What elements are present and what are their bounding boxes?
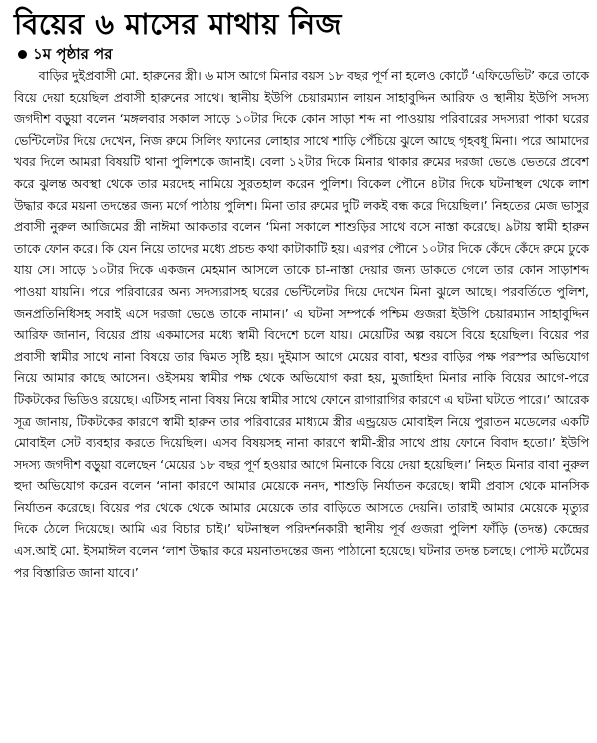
continuation-marker [18,43,589,65]
article-body: বাড়ির দুইপ্রবাসী মো. হারুনের স্ত্রী। ৬ মাস আগে মিনার বয়স ১৮ বছর পূর্ণ না হলেও কোর্টে ‘এফিডেভিট’ করে তাকে বিয়ে দেয়া হয়েছিল প্রবাসী হারুনের সাথে। স্থানীয় ইউপি চেয়ারম্যান লায়ন সাহাবুদ্দিন আরিফ ও স্থানীয় ইউপি সদস্য জগদীশ বড়ুয়া বলেন ‘মঙ্গলবার সকাল সাড়ে ১০টার দিকে কোন সাড়া শব্দ না পাওয়ায় পরিবারের সদস্যরা পাকা ঘরের ভেন্টিলেটর দিয়ে দেখেন, নিজ রুমে সিলিং ফ্যানের লোহার সাথে শাড়ি পেঁচিয়ে ঝুলে আছে গৃহবধূ মিনা। পরে আমাদের খবর দিলে আমরা বিষয়টি থানা পুলিশকে জানাই। বেলা ১২টার দিকে মিনার থাকার রুমের দরজা ভেঙে ভেতরে প্রবেশ করে ঝুলন্ত অবস্থা থেকে তার মরদেহ নামিয়ে সুরতহাল করেন পুলিশ। বিকেল পৌনে ৪টার দিকে ঘটনাস্থল থেকে লাশ উদ্ধার করে ময়না তদন্তের জন্য মর্গে পাঠায় পুলিশ। মিনা তার রুমের দুটি লকই বন্ধ করে দিয়েছিল।’ নিহতের মেজ ভাসুর প্রবাসী নুরুল আজিমের স্ত্রী নাঈমা আকতার বলেন ‘মিনা সকালে শাশুড়ির সাথে বসে নাস্তা করেছে। ৯টায় স্বামী হারুন তাকে ফোন করে। কি যেন নিয়ে তাদের মধ্যে প্রচন্ড কথা কাটাকাটি হয়। এরপর পৌনে ১০টার দিকে কেঁদে কেঁদে রুমে ঢুকে যায় সে। সাড়ে ১০টার দিকে একজন মেহমান আসলে তাকে চা-নাস্তা দেয়ার জন্য ডাকতে গেলে তার কোন সাড়াশব্দ পাওয়া যায়নি। পরে পরিবারের অন্য সদস্যরাসহ ঘরের ভেন্টিলেটর দিয়ে দেখেন মিনা ঝুলে আছে। পরবর্তিতে পুলিশ, জনপ্রতিনিধিসহ সবাই এসে দরজা ভেঙে তাকে নামান।’ এ ঘটনা সম্পর্কে পশ্চিম গুজরা ইউপি চেয়ারম্যান সাহাবুদ্দিন আরিফ জানান, বিয়ের প্রায় একমাসের মধ্যে স্বামী বিদেশে চলে যায়। মেয়েটির অল্প বয়সে বিয়ে হয়েছিল। বিয়ের পর প্রবাসী স্বামীর সাথে নানা বিষয়ে তার দ্বিমত সৃষ্টি হয়। দুইমাস আগে মেয়ের বাবা, শ্বশুর বাড়ির পক্ষ পরস্পর অভিযোগ নিয়ে আমার কাছে আসেন। ওইসময় স্বামীর পক্ষ থেকে অভিযোগ করা হয়, মুজাহিদা মিনার নাকি বিয়ের আগে-পরে টিকটকের ভিডিও রয়েছে। এটিসহ নানা বিষয় নিয়ে স্বামীর সাথে ফোনে রাগারাগির কারণে এ ঘটনা ঘটতে পারে।’ আরেক সূত্র জানায়, টিকটকের কারণে স্বামী হারুন তার পরিবারের মাধ্যমে স্ত্রীর এন্ড্রয়েড মোবাইল নিয়ে পুরাতন মডেলের একটি মোবাইল সেট ব্যবহার করতে দিয়েছিল। এসব বিষয়সহ নানা কারণে স্বামী-স্ত্রীর সাথে প্রায় ফোনে বিবাদ হতো।’ ইউপি সদস্য জগদীশ বড়ুয়া বলেছেন ‘মেয়ের ১৮ বছর পূর্ণ হওয়ার আগে মিনাকে বিয়ে দেয়া হয়েছিল।’ নিহত মিনার বাবা নুরুল হুদা অভিযোগ করেন বলেন ‘নানা কারণে আমার মেয়েকে ননদ, শাশুড়ি নির্যাতন করেছে। স্বামী প্রবাস থেকে মানসিক নির্যাতন করেছে। বিয়ের পর থেকে থেকে আমার মেয়েকে তার বাড়িতে আসতে দেয়নি। তারাই আমার মেয়েকে মৃত্যুর দিকে ঠেলে দিয়েছে। আমি এর বিচার চাই।’ ঘটনাস্থল পরিদর্শনকারী স্থানীয় পূর্ব গুজরা পুলিশ ফাঁড়ি (তদন্ত) কেন্দ্রের এস.আই মো. ইসমাঈল বলেন ‘লাশ উদ্ধার করে ময়নাতদন্তের জন্য পাঠানো হয়েছে। ঘটনার তদন্ত চলছে। পোস্ট মর্টেমের পর বিস্তারিত জানা যাবে।’ [14,68,589,580]
bullet-icon [18,50,27,59]
continuation-label: ১ম পৃষ্ঠার পর [33,45,113,63]
headline: বিয়ের ৬ মাসের মাথায় নিজ [14,7,342,41]
